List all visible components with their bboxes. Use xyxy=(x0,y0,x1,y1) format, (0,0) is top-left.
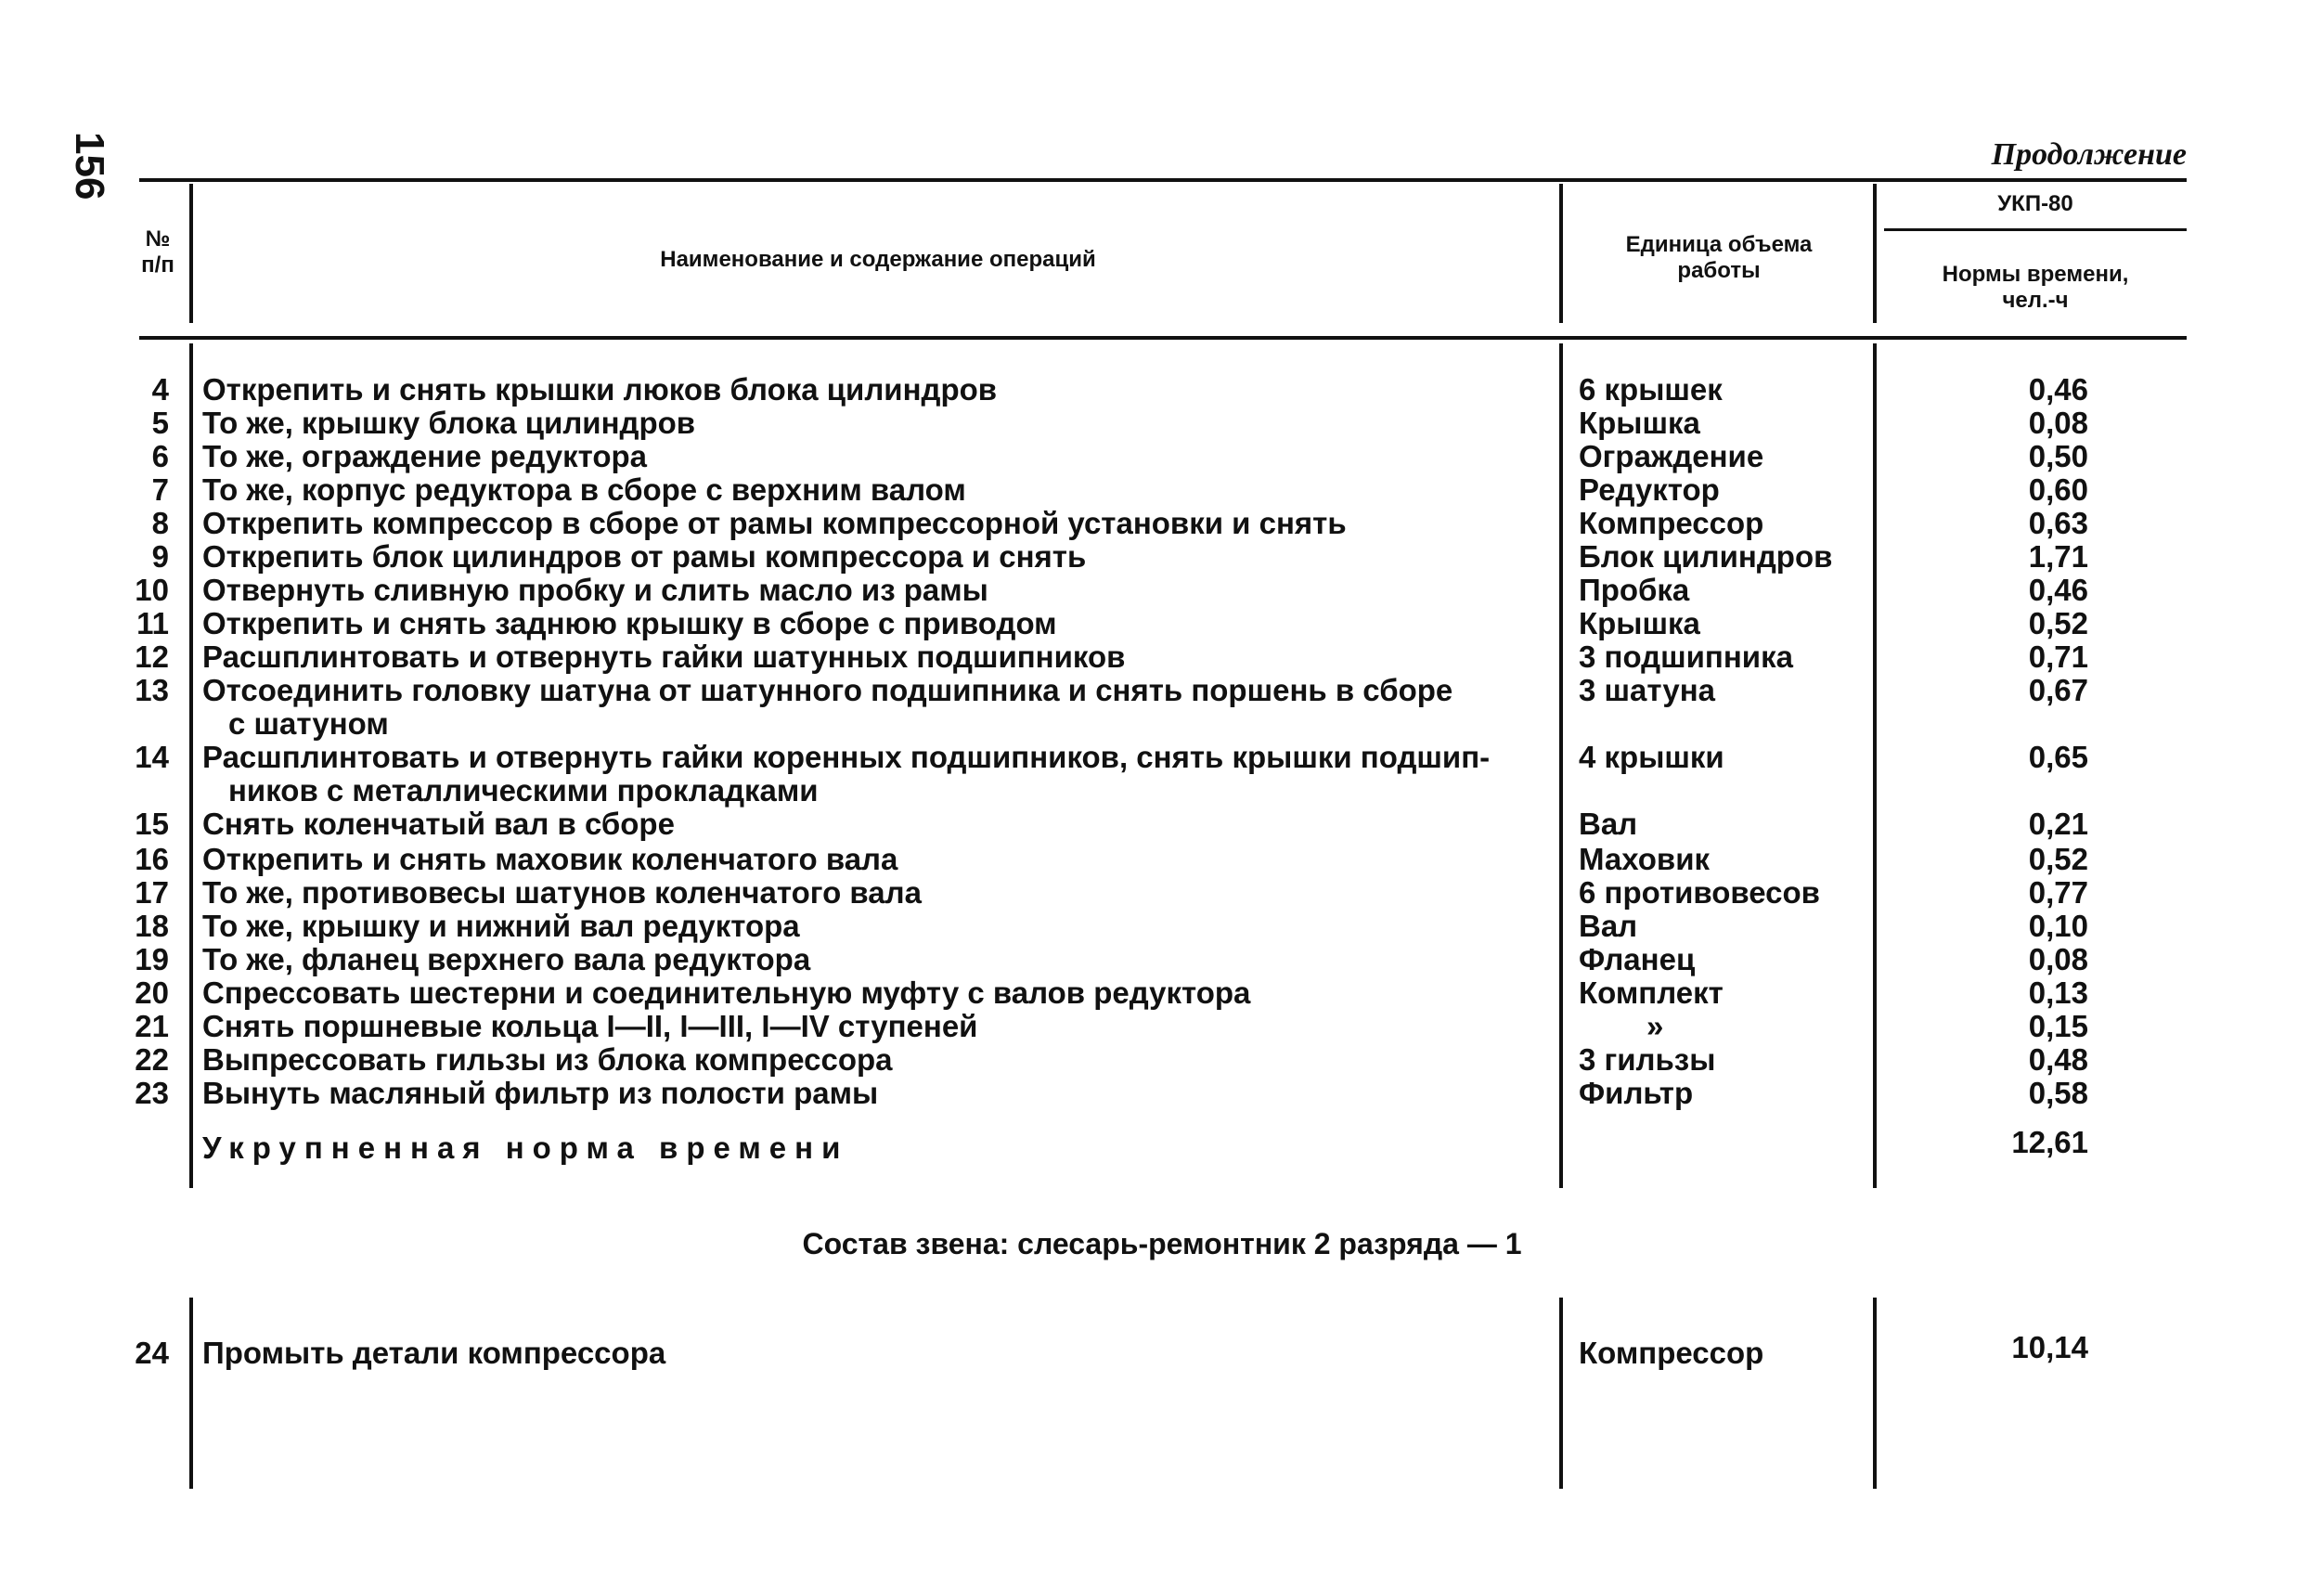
total-label: Укрупненная норма времени xyxy=(202,1130,849,1165)
header-unit-line2: работы xyxy=(1677,258,1761,283)
row-num: 24 xyxy=(135,1336,169,1370)
row-num: 12 xyxy=(135,639,169,674)
continuation-label: Продолжение xyxy=(1991,137,2187,172)
row-operation: Вынуть масляный фильтр из полости рамы xyxy=(202,1076,879,1110)
table-row xyxy=(0,507,2324,540)
row-operation: Промыть детали компрессора xyxy=(202,1336,666,1370)
row-num: 8 xyxy=(151,506,169,540)
row-num: 13 xyxy=(135,673,169,707)
header-unit xyxy=(1569,232,1869,284)
table-row xyxy=(0,843,2324,876)
row-unit: Вал xyxy=(1579,909,1638,943)
row-value: 0,67 xyxy=(2028,673,2088,707)
col-divider-unit xyxy=(1559,184,1563,323)
row-value: 0,08 xyxy=(2028,942,2088,976)
table-row xyxy=(0,807,2324,841)
row-unit: Крышка xyxy=(1579,606,1700,640)
row-operation: То же, корпус редуктора в сборе с верхним валом xyxy=(202,472,966,507)
row-unit: 3 гильзы xyxy=(1579,1042,1716,1077)
table-row xyxy=(0,1077,2324,1110)
row-num: 23 xyxy=(135,1076,169,1110)
table-row xyxy=(0,943,2324,976)
row-value: 0,52 xyxy=(2028,842,2088,876)
row-value: 0,21 xyxy=(2028,807,2088,841)
row-operation-continuation: ников с металлическими прокладками xyxy=(228,773,819,807)
table-row xyxy=(0,1330,2324,1370)
row-operation: Расшплинтовать и отвернуть гайки коренных подшипников, снять крышки подшип- xyxy=(202,740,1491,774)
row-value: 1,71 xyxy=(2028,539,2088,574)
row-num: 17 xyxy=(135,875,169,910)
header-norm xyxy=(1884,262,2187,314)
row-num: 22 xyxy=(135,1042,169,1077)
row-num: 6 xyxy=(151,439,169,473)
row-value: 0,63 xyxy=(2028,506,2088,540)
table-row xyxy=(0,407,2324,440)
col-divider-num-lower xyxy=(189,1298,193,1489)
header-norm-line1: Нормы времени, xyxy=(1942,262,2129,287)
header-num-line2: п/п xyxy=(141,252,174,278)
row-value: 0,58 xyxy=(2028,1076,2088,1110)
row-value: 0,46 xyxy=(2028,372,2088,407)
row-num: 18 xyxy=(135,909,169,943)
row-value: 0,13 xyxy=(2028,975,2088,1010)
row-value: 0,50 xyxy=(2028,439,2088,473)
table-row xyxy=(0,976,2324,1010)
table-row xyxy=(0,674,2324,707)
header-operation: Наименование и содержание операций xyxy=(660,247,1096,272)
row-unit: 3 подшипника xyxy=(1579,639,1793,674)
row-num: 21 xyxy=(135,1009,169,1043)
row-operation: Отсоединить головку шатуна от шатунного подшипника и снять поршень в сборе xyxy=(202,673,1453,707)
header-bottom-rule xyxy=(139,336,2187,340)
row-operation: Снять поршневые кольца I—II, I—III, I—IV ступеней xyxy=(202,1009,978,1043)
row-operation: Открепить блок цилиндров от рамы компрессора и снять xyxy=(202,539,1087,574)
row-unit: 6 противовесов xyxy=(1579,875,1820,910)
row-value: 0,48 xyxy=(2028,1042,2088,1077)
table-row xyxy=(0,1010,2324,1043)
row-operation: Снять коленчатый вал в сборе xyxy=(202,807,675,841)
row-value: 0,52 xyxy=(2028,606,2088,640)
row-operation-continuation: с шатуном xyxy=(228,706,389,741)
row-operation: Спрессовать шестерни и соединительную муфту с валов редуктора xyxy=(202,975,1251,1010)
table-row xyxy=(0,910,2324,943)
row-unit: Редуктор xyxy=(1579,472,1720,507)
row-unit: Комплект xyxy=(1579,975,1724,1010)
table-top-rule xyxy=(139,178,2187,182)
row-operation: Отвернуть сливную пробку и слить масло из рамы xyxy=(202,573,988,607)
table-row xyxy=(0,876,2324,910)
row-operation: То же, противовесы шатунов коленчатого вала xyxy=(202,875,922,910)
header-num xyxy=(130,226,186,278)
row-num: 20 xyxy=(135,975,169,1010)
row-unit: 3 шатуна xyxy=(1579,673,1716,707)
row-num: 7 xyxy=(151,472,169,507)
table-row xyxy=(0,1043,2324,1077)
col-divider-num xyxy=(189,184,193,323)
row-unit: Фильтр xyxy=(1579,1076,1694,1110)
row-value: 0,71 xyxy=(2028,639,2088,674)
crew-note: Состав звена: слесарь-ремонтник 2 разряда — 1 xyxy=(802,1227,1522,1260)
header-num-line1: № xyxy=(145,226,171,252)
row-num: 5 xyxy=(151,406,169,440)
row-operation: Расшплинтовать и отвернуть гайки шатунных подшипников xyxy=(202,639,1126,674)
table-row xyxy=(0,607,2324,640)
table-row xyxy=(0,574,2324,607)
row-value: 0,08 xyxy=(2028,406,2088,440)
row-num: 10 xyxy=(135,573,169,607)
row-value: 0,15 xyxy=(2028,1009,2088,1043)
row-value: 0,77 xyxy=(2028,875,2088,910)
row-value: 0,65 xyxy=(2028,740,2088,774)
total-value: 12,61 xyxy=(2011,1125,2088,1159)
row-unit: Пробка xyxy=(1579,573,1690,607)
row-value: 0,60 xyxy=(2028,472,2088,507)
page-number: 156 xyxy=(67,132,112,200)
row-operation: Открепить и снять заднюю крышку в сборе с приводом xyxy=(202,606,1057,640)
row-operation: То же, ограждение редуктора xyxy=(202,439,648,473)
row-unit: Ограждение xyxy=(1579,439,1764,473)
row-num: 15 xyxy=(135,807,169,841)
col-divider-unit-lower xyxy=(1559,1298,1563,1489)
row-operation: Открепить и снять маховик коленчатого вала xyxy=(202,842,898,876)
row-operation: То же, крышку и нижний вал редуктора xyxy=(202,909,800,943)
row-num: 14 xyxy=(135,740,169,774)
row-operation: Открепить и снять крышки люков блока цилиндров xyxy=(202,372,998,407)
row-num: 4 xyxy=(151,372,169,407)
row-operation: Выпрессовать гильзы из блока компрессора xyxy=(202,1042,893,1077)
row-unit: 6 крышек xyxy=(1579,372,1723,407)
row-operation: То же, фланец верхнего вала редуктора xyxy=(202,942,811,976)
table-row xyxy=(0,473,2324,507)
row-value: 10,14 xyxy=(2011,1330,2088,1364)
col-divider-norm-lower xyxy=(1873,1298,1877,1489)
row-num: 11 xyxy=(136,606,169,640)
row-value: 0,46 xyxy=(2028,573,2088,607)
table-row xyxy=(0,540,2324,574)
col-divider-norm xyxy=(1873,184,1877,323)
row-operation: Открепить компрессор в сборе от рамы компрессорной установки и снять xyxy=(202,506,1347,540)
row-num: 9 xyxy=(151,539,169,574)
row-num: 19 xyxy=(135,942,169,976)
row-unit: Фланец xyxy=(1579,942,1696,976)
row-unit: 4 крышки xyxy=(1579,740,1724,774)
row-unit: Компрессор xyxy=(1579,506,1764,540)
header-norm-line2: чел.-ч xyxy=(2002,288,2069,313)
row-num: 16 xyxy=(135,842,169,876)
row-unit: Блок цилиндров xyxy=(1579,539,1833,574)
table-row xyxy=(0,373,2324,407)
table-row xyxy=(0,440,2324,473)
header-group: УКП-80 xyxy=(1997,191,2073,216)
group-sub-rule xyxy=(1884,228,2187,231)
row-value: 0,10 xyxy=(2028,909,2088,943)
row-unit: Компрессор xyxy=(1579,1336,1764,1370)
table-row xyxy=(0,741,2324,774)
row-operation: То же, крышку блока цилиндров xyxy=(202,406,696,440)
row-unit: Крышка xyxy=(1579,406,1700,440)
row-unit: Вал xyxy=(1579,807,1638,841)
row-unit: Маховик xyxy=(1579,842,1711,876)
header-unit-line1: Единица объема xyxy=(1625,232,1813,257)
row-unit: » xyxy=(1646,1009,1664,1043)
table-row xyxy=(0,640,2324,674)
